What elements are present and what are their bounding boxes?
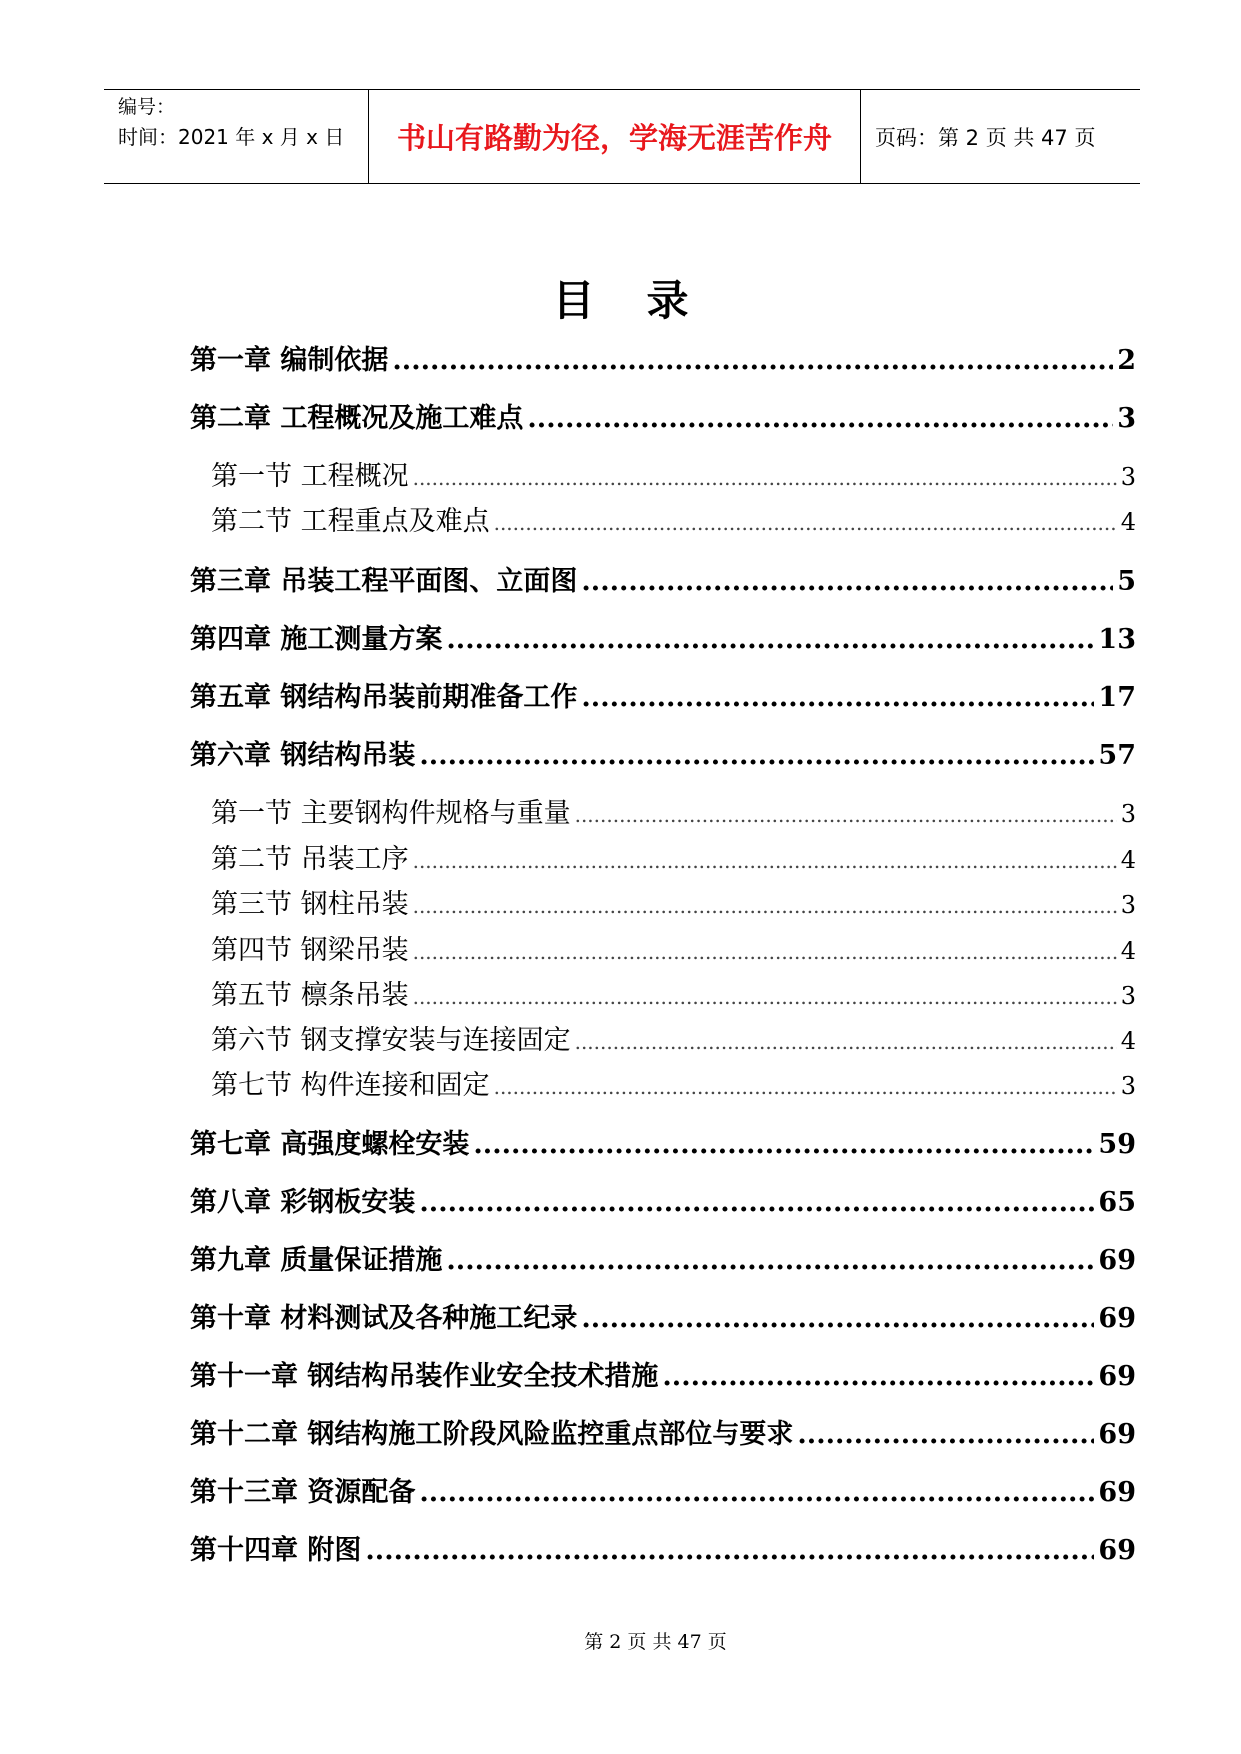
toc-leader-dots xyxy=(392,345,1113,376)
toc-entry-page: 3 xyxy=(1120,800,1136,828)
toc-entry-section[interactable] xyxy=(211,1063,1136,1102)
toc-entry-label: 第六章 钢结构吊装 xyxy=(190,740,416,771)
toc-entry-label: 第五章 钢结构吊装前期准备工作 xyxy=(190,682,578,713)
toc-entry-chapter[interactable] xyxy=(190,396,1136,435)
toc-leader-dots xyxy=(494,1075,1117,1099)
toc-entry-page: 69 xyxy=(1098,1477,1136,1508)
toc-entry-chapter[interactable] xyxy=(190,617,1136,656)
toc-entry-page: 13 xyxy=(1098,624,1136,655)
toc-leader-dots xyxy=(527,403,1113,434)
toc-leader-dots xyxy=(413,466,1117,490)
toc-entry-chapter[interactable] xyxy=(190,1180,1136,1219)
toc-entry-page: 2 xyxy=(1117,345,1136,376)
document-number-label: 编号： xyxy=(118,96,176,118)
toc-entry-page: 3 xyxy=(1120,891,1136,919)
toc-entry-label: 第六节 钢支撑安装与连接固定 xyxy=(211,1025,571,1056)
toc-entry-chapter[interactable] xyxy=(190,1122,1136,1161)
toc-entry-label: 第一章 编制依据 xyxy=(190,345,389,376)
page-footer: 第 2 页 共 47 页 xyxy=(584,1631,727,1653)
toc-leader-dots xyxy=(575,803,1117,827)
header-left-cell xyxy=(104,90,369,183)
toc-entry-chapter[interactable] xyxy=(190,559,1136,598)
toc-leader-dots xyxy=(413,985,1117,1009)
toc-leader-dots xyxy=(365,1535,1094,1566)
toc-entry-chapter[interactable] xyxy=(190,1354,1136,1393)
toc-entry-chapter[interactable] xyxy=(190,733,1136,772)
toc-entry-page: 69 xyxy=(1098,1535,1136,1566)
toc-entry-label: 第三章 吊装工程平面图、立面图 xyxy=(190,566,578,597)
toc-entry-chapter[interactable] xyxy=(190,1470,1136,1509)
toc-entry-chapter[interactable] xyxy=(190,675,1136,714)
toc-title: 目录 xyxy=(552,276,741,325)
toc-entry-label: 第十一章 钢结构吊装作业安全技术措施 xyxy=(190,1361,659,1392)
toc-entry-section[interactable] xyxy=(211,499,1136,538)
toc-entry-label: 第二节 吊装工序 xyxy=(211,844,409,875)
toc-leader-dots xyxy=(419,740,1094,771)
motto-text: 书山有路勤为径，学海无涯苦作舟 xyxy=(396,121,832,155)
toc-entry-section[interactable] xyxy=(211,1018,1136,1057)
toc-entry-page: 65 xyxy=(1098,1187,1136,1218)
toc-entry-label: 第八章 彩钢板安装 xyxy=(190,1187,416,1218)
document-date-label: 时间：2021 年 x 月 x 日 xyxy=(118,125,345,149)
toc-entry-page: 57 xyxy=(1098,740,1136,771)
toc-entry-page: 3 xyxy=(1117,403,1136,434)
toc-entry-label: 第十章 材料测试及各种施工纪录 xyxy=(190,1303,578,1334)
toc-leader-dots xyxy=(446,624,1094,655)
toc-entry-page: 4 xyxy=(1120,508,1136,536)
toc-entry-section[interactable] xyxy=(211,882,1136,921)
page-header xyxy=(104,89,1140,184)
toc-entry-page: 3 xyxy=(1120,463,1136,491)
toc-entry-label: 第三节 钢柱吊装 xyxy=(211,889,409,920)
toc-entry-label: 第一节 工程概况 xyxy=(211,461,409,492)
toc-entry-page: 69 xyxy=(1098,1303,1136,1334)
toc-leader-dots xyxy=(413,894,1117,918)
toc-leader-dots xyxy=(494,511,1117,535)
toc-leader-dots xyxy=(581,682,1094,713)
toc-entry-chapter[interactable] xyxy=(190,338,1136,377)
header-motto-cell xyxy=(369,90,861,183)
toc-entry-label: 第七节 构件连接和固定 xyxy=(211,1070,490,1101)
toc-entry-chapter[interactable] xyxy=(190,1412,1136,1451)
toc-entry-page: 17 xyxy=(1098,682,1136,713)
toc-entry-page: 4 xyxy=(1120,846,1136,874)
toc-entry-page: 69 xyxy=(1098,1419,1136,1450)
toc-entry-chapter[interactable] xyxy=(190,1296,1136,1335)
toc-entry-label: 第五节 檩条吊装 xyxy=(211,980,409,1011)
toc-leader-dots xyxy=(473,1129,1094,1160)
toc-leader-dots xyxy=(413,940,1117,964)
toc-entry-section[interactable] xyxy=(211,928,1136,967)
toc-entry-page: 3 xyxy=(1120,982,1136,1010)
toc-entry-page: 3 xyxy=(1120,1072,1136,1100)
toc-entry-label: 第二节 工程重点及难点 xyxy=(211,506,490,537)
header-right-cell xyxy=(861,90,1140,183)
toc-entry-page: 4 xyxy=(1120,937,1136,965)
toc-leader-dots xyxy=(797,1419,1094,1450)
toc-entry-page: 69 xyxy=(1098,1245,1136,1276)
toc-entry-section[interactable] xyxy=(211,837,1136,876)
toc-entry-label: 第十四章 附图 xyxy=(190,1535,362,1566)
toc-entry-label: 第十二章 钢结构施工阶段风险监控重点部位与要求 xyxy=(190,1419,794,1450)
header-page-info: 页码：第 2 页 共 47 页 xyxy=(875,125,1096,150)
toc-entry-section[interactable] xyxy=(211,454,1136,493)
toc-entry-label: 第二章 工程概况及施工难点 xyxy=(190,403,524,434)
toc-entry-label: 第十三章 资源配备 xyxy=(190,1477,416,1508)
toc-entry-label: 第九章 质量保证措施 xyxy=(190,1245,443,1276)
toc-leader-dots xyxy=(575,1030,1117,1054)
toc-entry-page: 69 xyxy=(1098,1361,1136,1392)
toc-entry-section[interactable] xyxy=(211,791,1136,830)
toc-entry-chapter[interactable] xyxy=(190,1238,1136,1277)
toc-leader-dots xyxy=(662,1361,1094,1392)
toc-leader-dots xyxy=(419,1477,1094,1508)
toc-entry-section[interactable] xyxy=(211,973,1136,1012)
toc-leader-dots xyxy=(581,1303,1094,1334)
toc-leader-dots xyxy=(446,1245,1094,1276)
toc-entry-label: 第四节 钢梁吊装 xyxy=(211,935,409,966)
toc-leader-dots xyxy=(419,1187,1094,1218)
toc-entry-chapter[interactable] xyxy=(190,1528,1136,1567)
toc-entry-page: 5 xyxy=(1117,566,1136,597)
toc-leader-dots xyxy=(581,566,1113,597)
toc-entry-label: 第四章 施工测量方案 xyxy=(190,624,443,655)
toc-entry-label: 第七章 高强度螺栓安装 xyxy=(190,1129,470,1160)
toc-entry-page: 59 xyxy=(1098,1129,1136,1160)
toc-leader-dots xyxy=(413,849,1117,873)
toc-entry-page: 4 xyxy=(1120,1027,1136,1055)
toc-entry-label: 第一节 主要钢构件规格与重量 xyxy=(211,798,571,829)
